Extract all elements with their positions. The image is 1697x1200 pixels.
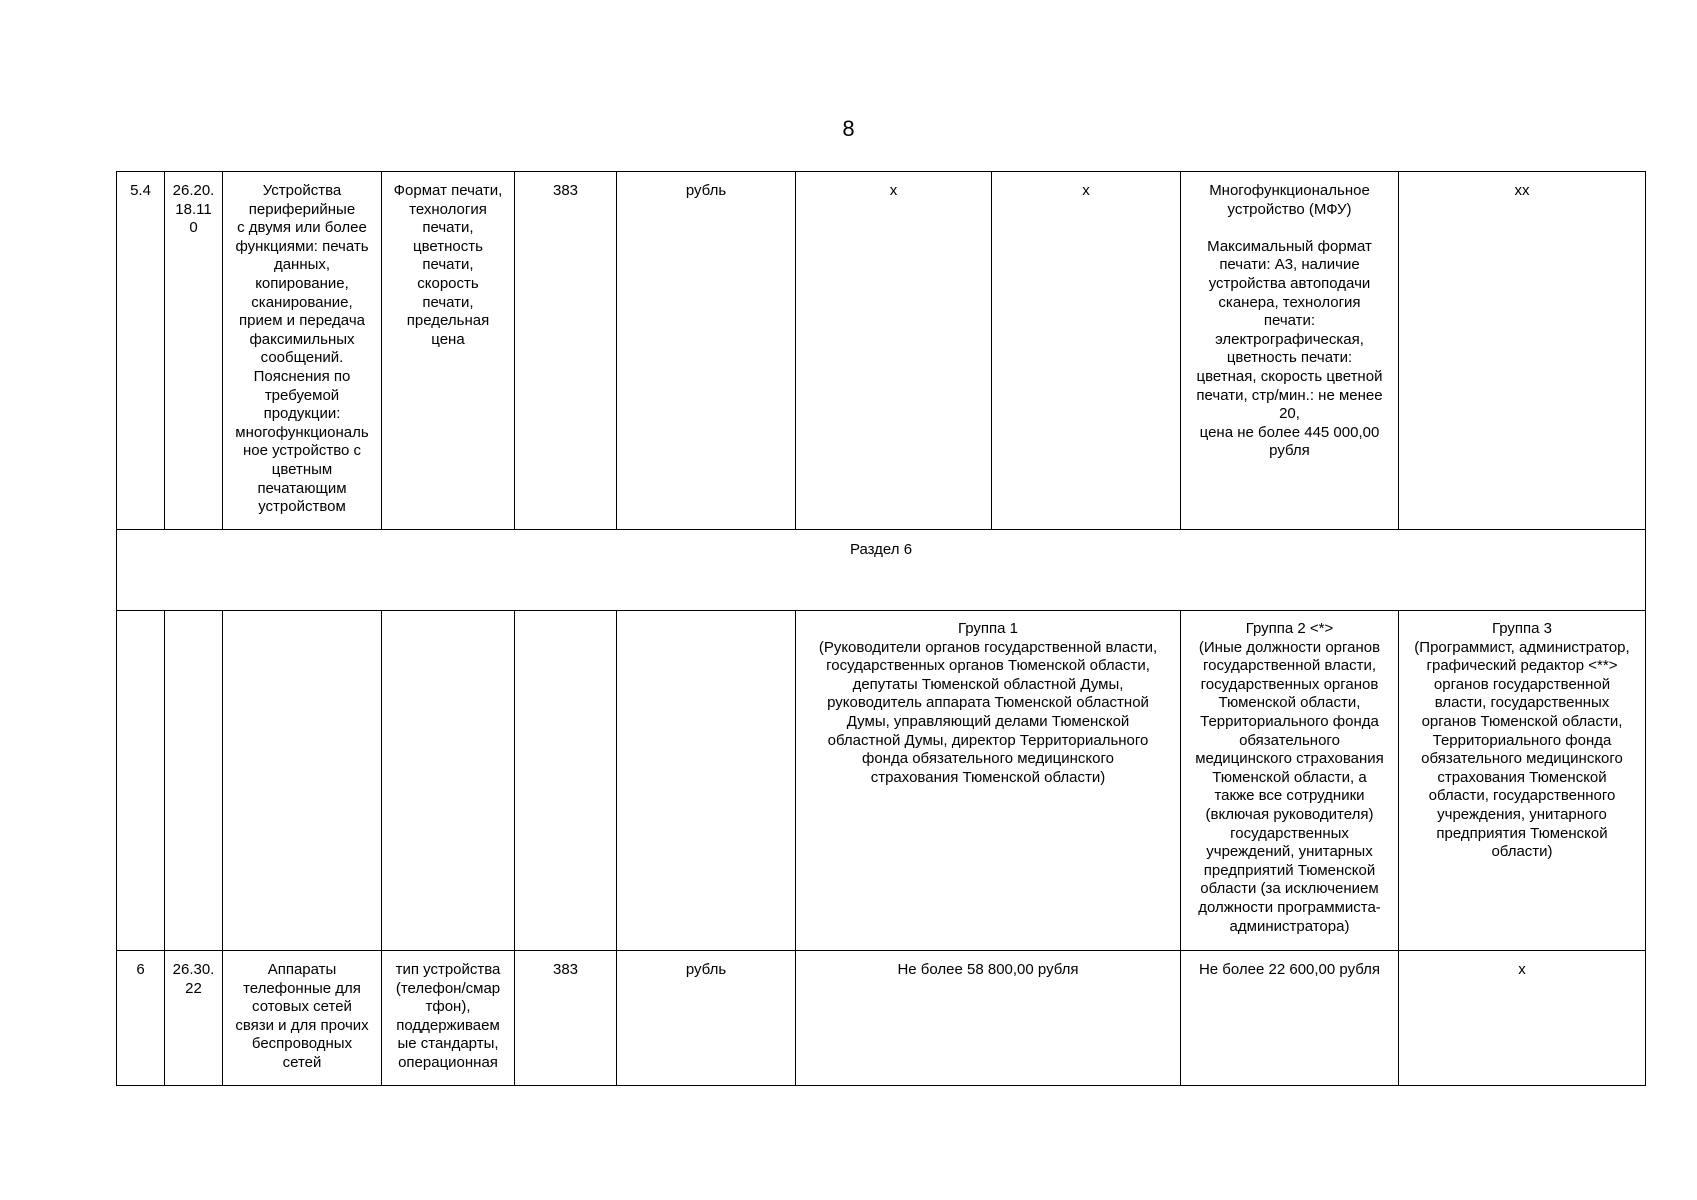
group3-value-cell	[1399, 172, 1646, 530]
product-name-cell	[223, 951, 382, 1086]
empty-cell	[617, 611, 796, 951]
row-number: 6	[136, 961, 145, 978]
requirements-table	[116, 171, 1646, 1086]
group2-header: Группа 2 <*> (Иные должности органов государственной власти, государственных органов Тюменской области, Территориального фонда обязательного медицинского страхования Тюменской области, а также все сотрудники (включая руководителя) государственных учреждений, унитарных предприятий Тюменской области (за исключением должности программиста- администратора)	[1195, 620, 1384, 935]
group3-value: х	[1518, 961, 1526, 978]
characteristics: тип устройства (телефон/смар тфон), поддерживаем ые стандарты, операционная	[395, 961, 501, 1071]
characteristics-cell	[382, 172, 515, 530]
page-number: 8	[842, 116, 855, 141]
group1-value-cell	[796, 172, 992, 530]
group1b-value: x	[1082, 182, 1090, 199]
table-row-6	[117, 951, 1646, 1086]
section-title-cell	[117, 530, 1646, 611]
unit-name: рубль	[685, 182, 727, 199]
empty-cell	[382, 611, 515, 951]
okpd-code-cell	[165, 951, 223, 1086]
group1-value-cell	[796, 951, 1181, 1086]
row-number-cell	[117, 172, 165, 530]
characteristics: Формат печати, технология печати, цветность печати, скорость печати, предельная цена	[393, 182, 503, 348]
okpd-code: 26.30. 22	[172, 961, 215, 997]
group2-header-cell	[1181, 611, 1399, 951]
product-name: Устройства периферийные с двумя или более функциями: печать данных, копирование, сканирование, прием и передача факсимильных сообщений. Пояснения по требуемой продукции: многофункциональ ное устройство с цветным печатающим устройством	[235, 182, 369, 516]
okei-code: 383	[552, 182, 579, 199]
group2-value: Многофункциональное устройство (МФУ) Максимальный формат печати: А3, наличие устройства автоподачи сканера, технология печати: электрографическая, цветность печати: цветная, скорость цветной печати, стр/мин.: не менее 20, цена не более 445 000,00 рубля	[1196, 182, 1383, 460]
okei-code-cell	[515, 951, 617, 1086]
group3-header-cell	[1399, 611, 1646, 951]
empty-cell	[165, 611, 223, 951]
group1-header-cell	[796, 611, 1181, 951]
group2-value-cell	[1181, 951, 1399, 1086]
row-number: 5.4	[130, 182, 151, 199]
empty-cell	[117, 611, 165, 951]
row-number-cell	[117, 951, 165, 1086]
section-title: Раздел 6	[849, 541, 913, 558]
okei-code: 383	[552, 961, 579, 978]
characteristics-cell	[382, 951, 515, 1086]
unit-cell	[617, 951, 796, 1086]
group2-value-cell	[1181, 172, 1399, 530]
product-name-cell	[223, 172, 382, 530]
empty-cell	[223, 611, 382, 951]
group1-value: Не более 58 800,00 рубля	[897, 961, 1079, 978]
groups-header-row	[117, 611, 1646, 951]
group3-value: xx	[1514, 182, 1530, 199]
group2-value: Не более 22 600,00 рубля	[1198, 961, 1381, 978]
group3-header: Группа 3 (Программист, администратор, графический редактор <**> органов государственной власти, государственных органов Тюменской области, Территориального фонда обязательного медицинского страхования Тюменской области, государственного учреждения, унитарного предприятия Тюменской области)	[1414, 620, 1630, 861]
unit-name: рубль	[685, 961, 727, 978]
table-row-5-4	[117, 172, 1646, 530]
okpd-code-cell	[165, 172, 223, 530]
group1-value: x	[889, 182, 898, 199]
unit-cell	[617, 172, 796, 530]
section-row	[117, 530, 1646, 611]
empty-cell	[515, 611, 617, 951]
group3-value-cell	[1399, 951, 1646, 1086]
product-name: Аппараты телефонные для сотовых сетей связи и для прочих беспроводных сетей	[235, 961, 369, 1071]
group1-header: Группа 1 (Руководители органов государственной власти, государственных органов Тюменской области, депутаты Тюменской областной Думы, руководитель аппарата Тюменской областной Думы, управляющий делами Тюменской областной Думы, директор Территориального фонда обязательного медицинского страхования Тюменской области)	[818, 620, 1158, 786]
okpd-code: 26.20. 18.11 0	[172, 182, 215, 237]
okei-code-cell	[515, 172, 617, 530]
group1b-value-cell	[992, 172, 1181, 530]
